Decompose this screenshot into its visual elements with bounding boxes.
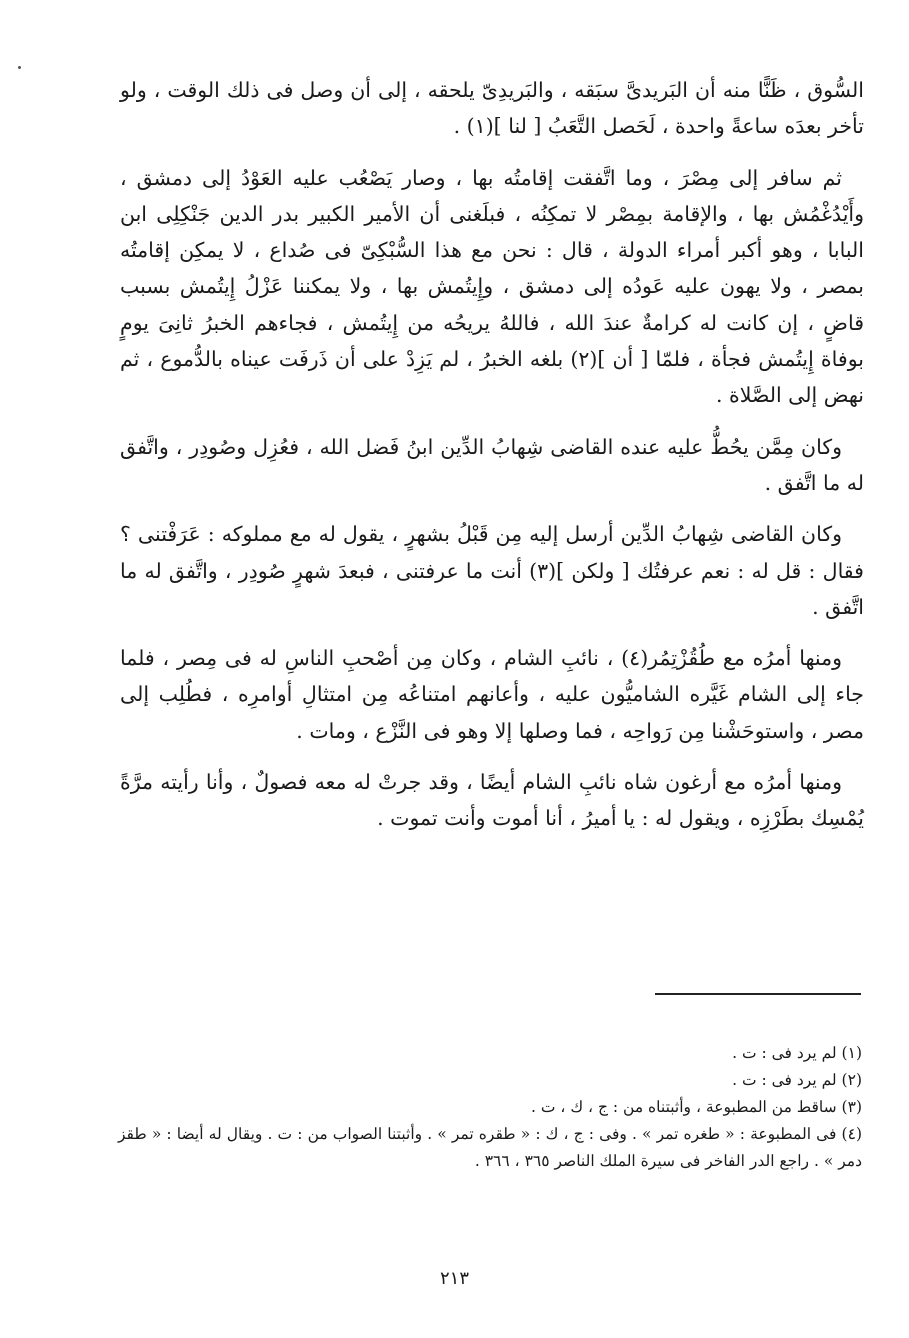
margin-dot	[18, 66, 21, 69]
paragraph-4: وكان القاضى شِهابُ الدِّين أرسل إليه مِن قَبْلُ بشهرٍ ، يقول له مع مملوكه : عَرَفْتنى ؟ فقال : قل له : نعم عرفتُك [ ولكن ](٣) أنت ما عرفتنى ، فبعدَ شهرٍ صُودِر ، واتَّفق له ما اتَّفق .	[120, 522, 864, 619]
paragraph-6: ومنها أمرُه مع أرغون شاه نائبِ الشام أيضًا ، وقد جرتْ له معه فصولٌ ، وأنا رأيته مرَّةً يُمْسِك بطَرْزِه ، ويقول له : يا أميرُ ، أنا أموت وأنت تموت .	[120, 770, 864, 831]
paragraph-1: السُّوق ، ظَنًّا منه أن البَريدىَّ سبَقه ، والبَريدِىّ يلحقه ، إلى أن وصل فى ذلك الوقت ، ولو تأخر بعدَه ساعةً واحدة ، لَحَصل التَّعَبُ [ لنا ](١) .	[120, 78, 864, 139]
footnote-3: (٣) ساقط من المطبوعة ، وأثبتناه من : ج ، ك ، ت .	[531, 1098, 862, 1116]
footnote-separator	[655, 993, 861, 995]
footnote-1: (١) لم يرد فى : ت .	[732, 1044, 862, 1062]
paragraph-5: ومنها أمرُه مع طُقُزْتِمُر(٤) ، نائبِ الشام ، وكان مِن أصْحبِ الناسِ له فى مِصر ، فلما جاء إلى الشام غَيَّره الشاميُّون عليه ، وأعانهم امتناعُه مِن امتثالِ أوامرِه ، فطُلِب إلى مصر ، واستوحَشْنا مِن رَواحِه ، فما وصلها إلا وهو فى النَّزْع ، ومات .	[120, 646, 864, 743]
main-text	[120, 72, 864, 852]
footnote-4: (٤) فى المطبوعة : « طغره تمر » . وفى : ج ، ك : « طقره تمر » . وأثبتنا الصواب من : ت . ويقال له أيضا : « طقز دمر » . راجع الدر الفاخر فى سيرة الملك الناصر ٣٦٥ ، ٣٦٦ .	[118, 1125, 862, 1170]
footnotes	[118, 1040, 862, 1175]
page-number: ٢١٣	[439, 1268, 469, 1289]
paragraph-3: وكان مِمَّن يحُطُّ عليه عنده القاضى شِهابُ الدِّين ابنُ فَضل الله ، فعُزِل وصُودِر ، واتَّفق له ما اتَّفق .	[120, 434, 864, 495]
paragraph-2: ثم سافر إلى مِصْرَ ، وما اتَّفقت إقامتُه بها ، وصار يَصْعُب عليه العَوْدُ إلى دمشق ، وأَيْدُغْمُش بها ، والإقامة بمِصْر لا تمكِنُه ، فبلَغنى أن الأمير الكبير بدر الدين جَنْكِلِى ابن البابا ، وهو أكبر أمراء الدولة ، قال : نحن مع هذا السُّبْكِىّ فى صُداع ، لا يمكِن إقامتُه بمصر ، ولا يهون عليه عَودُه إلى دمشق ، وإِيتُمش بها ، ولا يمكننا عَزْلُ إِيتُمش بسبب قاضٍ ، إن كانت له كرامةٌ عندَ الله ، فاللهُ يريحُه من إِيتُمش ، فجاءهم الخبرُ ثانِىَ يومٍ بوفاة إِيتُمش فجأة ، فلمّا [ أن ](٢) بلغه الخبرُ ، لم يَزِدْ على أن ذَرفَت عيناه بالدُّموع ، ثم نهض إلى الصَّلاة .	[120, 165, 864, 408]
footnote-2: (٢) لم يرد فى : ت .	[732, 1071, 862, 1089]
